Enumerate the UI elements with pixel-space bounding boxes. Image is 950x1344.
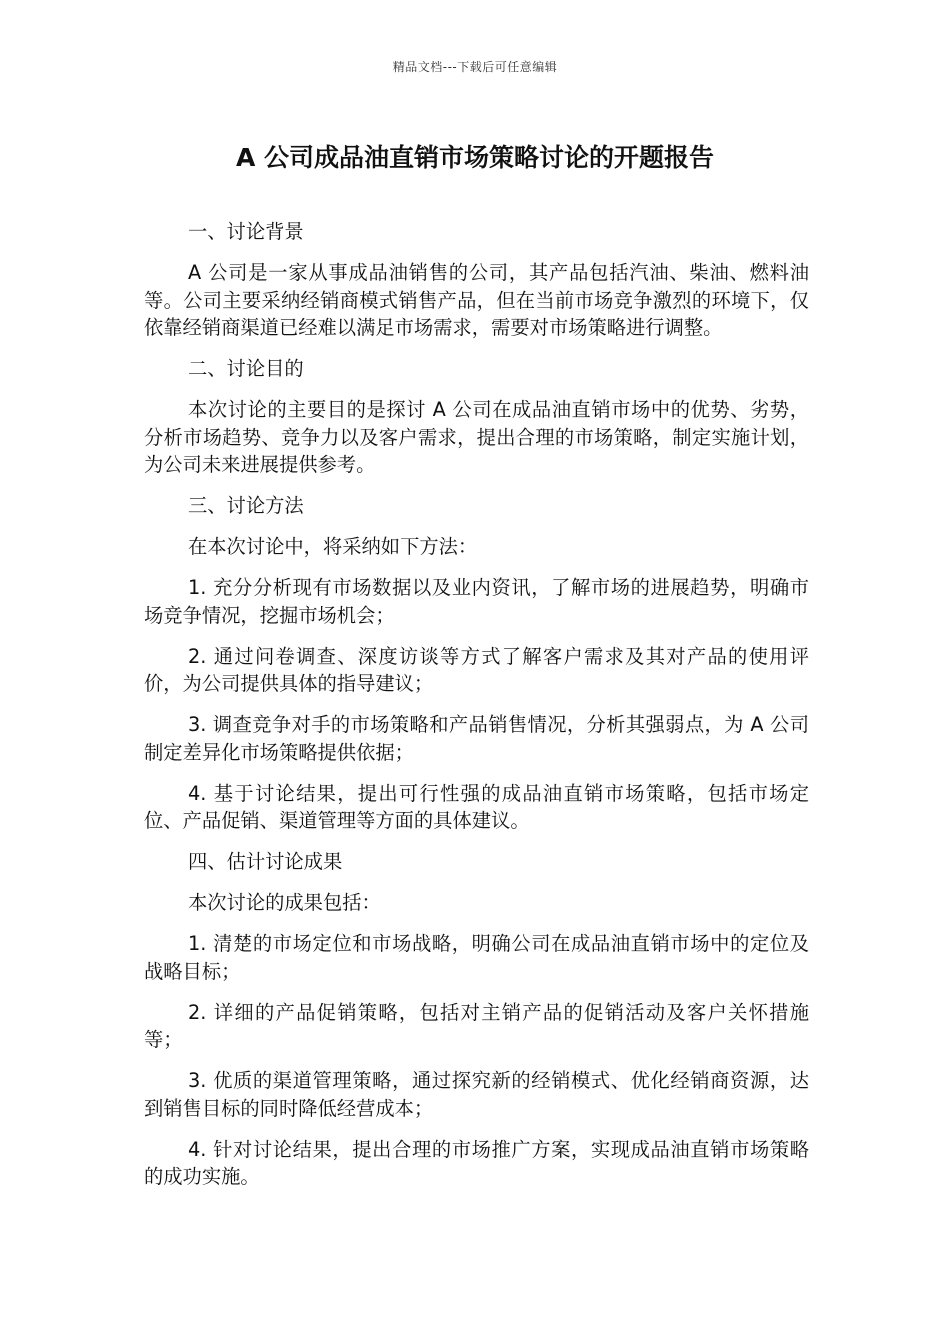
document-body bbox=[144, 218, 809, 1204]
paragraph-results-intro: 本次讨论的成果包括： bbox=[188, 891, 381, 914]
section-heading-results: 四、估计讨论成果 bbox=[188, 850, 343, 873]
paragraph-method-intro: 在本次讨论中，将采纳如下方法： bbox=[188, 535, 478, 558]
section-heading-method: 三、讨论方法 bbox=[188, 494, 304, 517]
list-item-method-1: 1. 充分分析现有市场数据以及业内资讯，了解市场的进展趋势，明确市场竞争情况，挖掘市场机会； bbox=[144, 576, 809, 627]
list-item-result-3: 3. 优质的渠道管理策略，通过探究新的经销模式、优化经销商资源，达到销售目标的同时降低经营成本； bbox=[144, 1069, 809, 1120]
list-item-result-1: 1. 清楚的市场定位和市场战略，明确公司在成品油直销市场中的定位及战略目标； bbox=[144, 932, 809, 983]
section-heading-background: 一、讨论背景 bbox=[188, 220, 304, 243]
list-item-result-4: 4. 针对讨论结果，提出合理的市场推广方案，实现成品油直销市场策略的成功实施。 bbox=[144, 1137, 809, 1188]
list-item-method-3: 3. 调查竞争对手的市场策略和产品销售情况，分析其强弱点，为 A 公司制定差异化市场策略提供依据； bbox=[144, 713, 809, 764]
document-title: A 公司成品油直销市场策略讨论的开题报告 bbox=[235, 143, 715, 172]
list-item-result-2: 2. 详细的产品促销策略，包括对主销产品的促销活动及客户关怀措施等； bbox=[144, 1000, 809, 1051]
paragraph-purpose: 本次讨论的主要目的是探讨 A 公司在成品油直销市场中的优势、劣势，分析市场趋势、竞争力以及客户需求，提出合理的市场策略，制定实施计划，为公司未来进展提供参考。 bbox=[144, 398, 809, 476]
header-note: 精品文档---下载后可任意编辑 bbox=[392, 60, 558, 74]
list-item-method-4: 4. 基于讨论结果，提出可行性强的成品油直销市场策略，包括市场定位、产品促销、渠道管理等方面的具体建议。 bbox=[144, 781, 809, 832]
list-item-method-2: 2. 通过问卷调查、深度访谈等方式了解客户需求及其对产品的使用评价，为公司提供具体的指导建议； bbox=[144, 644, 809, 695]
section-heading-purpose: 二、讨论目的 bbox=[188, 357, 304, 380]
paragraph-background: A 公司是一家从事成品油销售的公司，其产品包括汽油、柴油、燃料油等。公司主要采纳经销商模式销售产品，但在当前市场竞争激烈的环境下，仅依靠经销商渠道已经难以满足市场需求，需要对市场策略进行调整。 bbox=[144, 261, 809, 339]
